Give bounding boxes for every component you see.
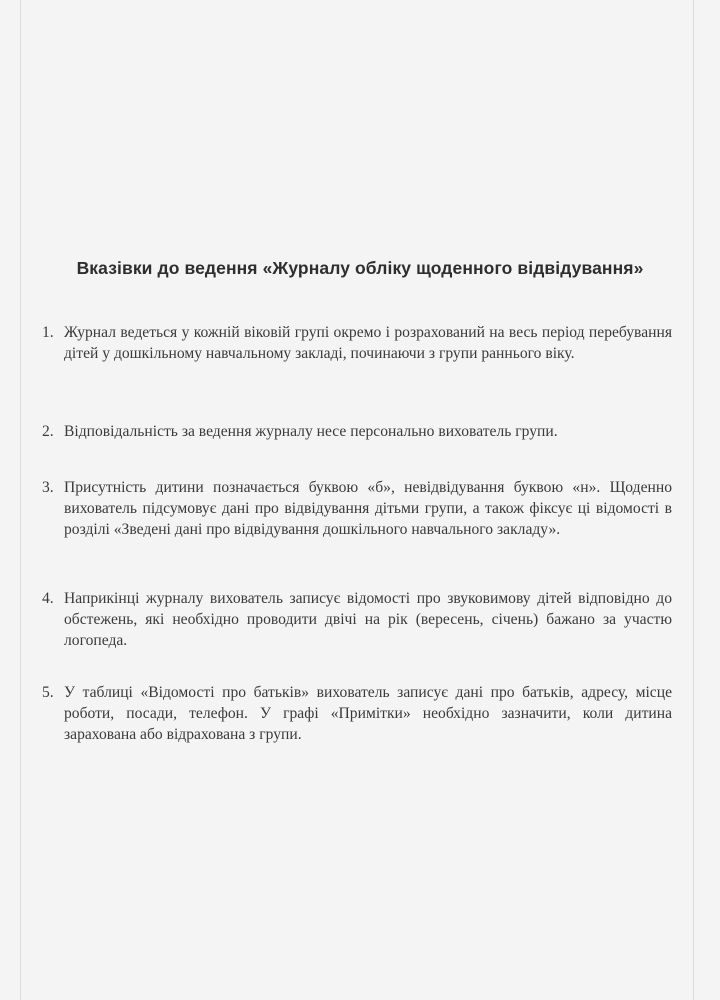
list-item-text: Наприкінці журналу вихователь записує відомості про звуковимову дітей відповідно до обстежень, які необхідно проводити двічі на рік (вересень, січень) бажано за участю логопеда.: [64, 590, 672, 649]
list-item-number: 5.: [42, 684, 54, 701]
list-item-text: Присутність дитини позначається буквою «б», невідвідування буквою «н». Щоденно вихователь підсумовує дані про відвідування дітьми групи, а також фіксує ці відомості в розділі «Зведені дані про відвідування дошкільного навчального закладу».: [64, 479, 672, 538]
page-edge-right: [693, 0, 694, 1000]
list-item: [42, 322, 672, 364]
list-item-number: 3.: [42, 479, 54, 496]
list-item-number: 4.: [42, 590, 54, 607]
list-item-number: 2.: [42, 423, 54, 440]
list-item: [42, 421, 672, 442]
list-item-text: Журнал ведеться у кожній віковій групі окремо і розрахований на весь період перебування дітей у дошкільному навчальному закладі, починаючи з групи раннього віку.: [64, 324, 672, 362]
list-item-number: 1.: [42, 324, 54, 341]
list-item-text: У таблиці «Відомості про батьків» вихователь записує дані про батьків, адресу, місце роботи, посади, телефон. У графі «Примітки» необхідно зазначити, коли дитина зарахована або відрахована з групи.: [64, 684, 672, 743]
list-item: [42, 477, 672, 540]
list-item-text: Відповідальність за ведення журналу несе персонально вихователь групи.: [64, 423, 558, 440]
list-item: [42, 682, 672, 745]
list-item: [42, 588, 672, 651]
document-title: Вказівки до ведення «Журналу обліку щоденного відвідування»: [76, 258, 644, 278]
page-edge-left: [20, 0, 21, 1000]
